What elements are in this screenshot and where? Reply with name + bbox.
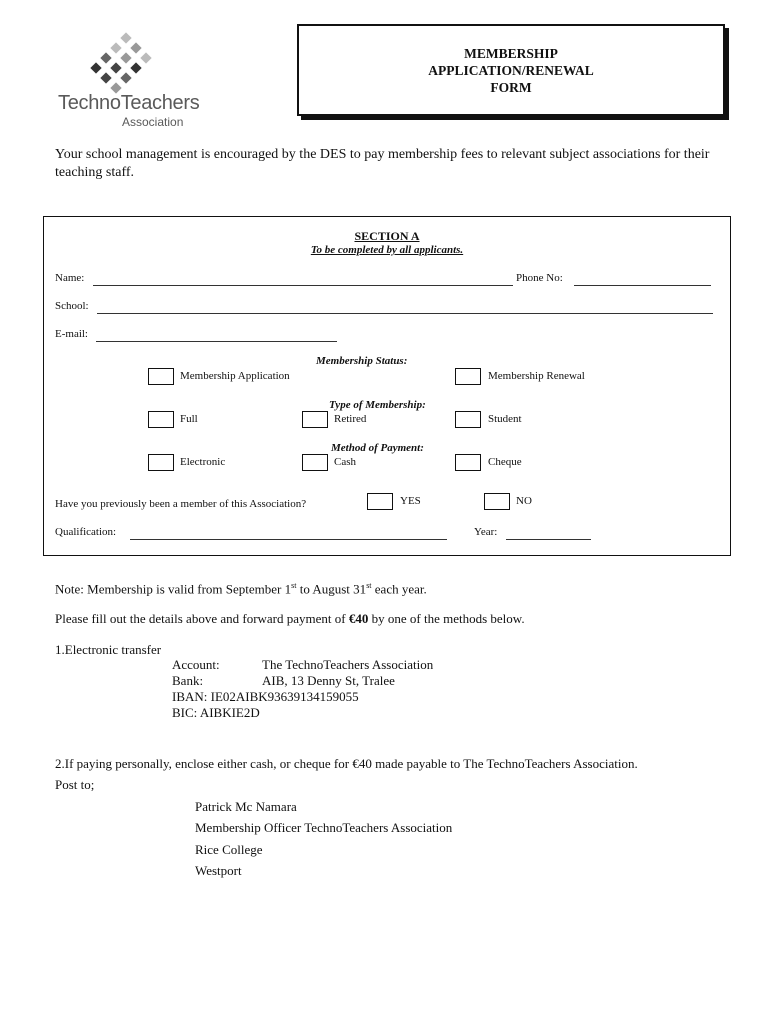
section-subtitle: To be completed by all applicants. (310, 244, 464, 256)
intro-text: Your school management is encouraged by the DES to pay membership fees to relevant subject associations for their teaching staff. (55, 147, 710, 180)
yes-label: YES (400, 495, 421, 507)
membership-renewal-label: Membership Renewal (488, 370, 585, 382)
cash-label: Cash (334, 456, 356, 468)
yes-checkbox[interactable] (367, 493, 393, 510)
address-line: Membership Officer TechnoTeachers Association (195, 820, 453, 835)
membership-renewal-checkbox[interactable] (455, 368, 481, 385)
account-label: Account: (172, 657, 220, 672)
cash-checkbox[interactable] (302, 454, 328, 471)
no-checkbox[interactable] (484, 493, 510, 510)
school-label: School: (55, 300, 89, 312)
personal-payment-line: 2.If paying personally, enclose either cash, or cheque for €40 made payable to The TechnoTeachers Association. (55, 756, 638, 771)
name-field[interactable] (93, 285, 513, 286)
electronic-checkbox[interactable] (148, 454, 174, 471)
instruction-end: by one of the methods below. (368, 611, 525, 626)
title-line-1: MEMBERSHIP (464, 45, 558, 61)
previous-member-question: Have you previously been a member of this Association? (55, 498, 307, 510)
section-title: SECTION A (354, 229, 420, 243)
student-checkbox[interactable] (455, 411, 481, 428)
note-sup-2: st (366, 581, 372, 590)
instruction-start: Please fill out the details above and forward payment of (55, 611, 349, 626)
address-line: Westport (195, 863, 242, 878)
year-field[interactable] (506, 539, 591, 540)
note-text-start: Note: Membership is valid from September 1 (55, 581, 292, 597)
logo-name: TechnoTeachers (58, 92, 200, 114)
no-label: NO (516, 495, 532, 507)
note-text-end: each year. (371, 581, 427, 597)
note-text-mid: to August 31 (296, 581, 367, 597)
email-field[interactable] (96, 341, 337, 342)
phone-label: Phone No: (516, 272, 563, 284)
qualification-field[interactable] (130, 539, 447, 540)
qualification-label: Qualification: (55, 526, 117, 538)
type-of-membership-heading: Type of Membership: (329, 399, 426, 411)
diamond-pattern-icon (90, 32, 151, 93)
retired-checkbox[interactable] (302, 411, 328, 428)
address-line: Patrick Mc Namara (195, 799, 297, 814)
logo-subtitle: Association (122, 115, 184, 129)
membership-status-heading: Membership Status: (316, 355, 408, 367)
cheque-label: Cheque (488, 456, 522, 468)
electronic-transfer-heading: 1.Electronic transfer (55, 642, 162, 657)
bic: BIC: AIBKIE2D (172, 705, 260, 720)
post-to-label: Post to; (55, 777, 95, 792)
full-checkbox[interactable] (148, 411, 174, 428)
title-line-3: FORM (490, 79, 532, 95)
address-line: Rice College (195, 842, 263, 857)
full-label: Full (180, 413, 198, 425)
year-label: Year: (474, 526, 498, 538)
retired-label: Retired (334, 413, 367, 425)
cheque-checkbox[interactable] (455, 454, 481, 471)
title-line-2: APPLICATION/RENEWAL (428, 62, 594, 78)
student-label: Student (488, 413, 522, 425)
phone-field[interactable] (574, 285, 711, 286)
membership-application-label: Membership Application (180, 370, 290, 382)
validity-note (55, 581, 427, 597)
section-a (43, 216, 731, 556)
payment-instruction (55, 611, 525, 627)
bank-label: Bank: (172, 673, 204, 688)
bank-value: AIB, 13 Denny St, Tralee (262, 673, 395, 688)
membership-application-checkbox[interactable] (148, 368, 174, 385)
note-sup-1: st (291, 581, 297, 590)
fee-amount: €40 (348, 611, 369, 626)
account-value: The TechnoTeachers Association (262, 657, 434, 672)
school-field[interactable] (97, 313, 713, 314)
form-title-box (297, 24, 725, 116)
email-label: E-mail: (55, 328, 88, 340)
method-of-payment-heading: Method of Payment: (331, 442, 424, 454)
electronic-label: Electronic (180, 456, 226, 468)
name-label: Name: (55, 272, 85, 284)
iban: IBAN: IE02AIBK93639134159055 (172, 689, 359, 704)
